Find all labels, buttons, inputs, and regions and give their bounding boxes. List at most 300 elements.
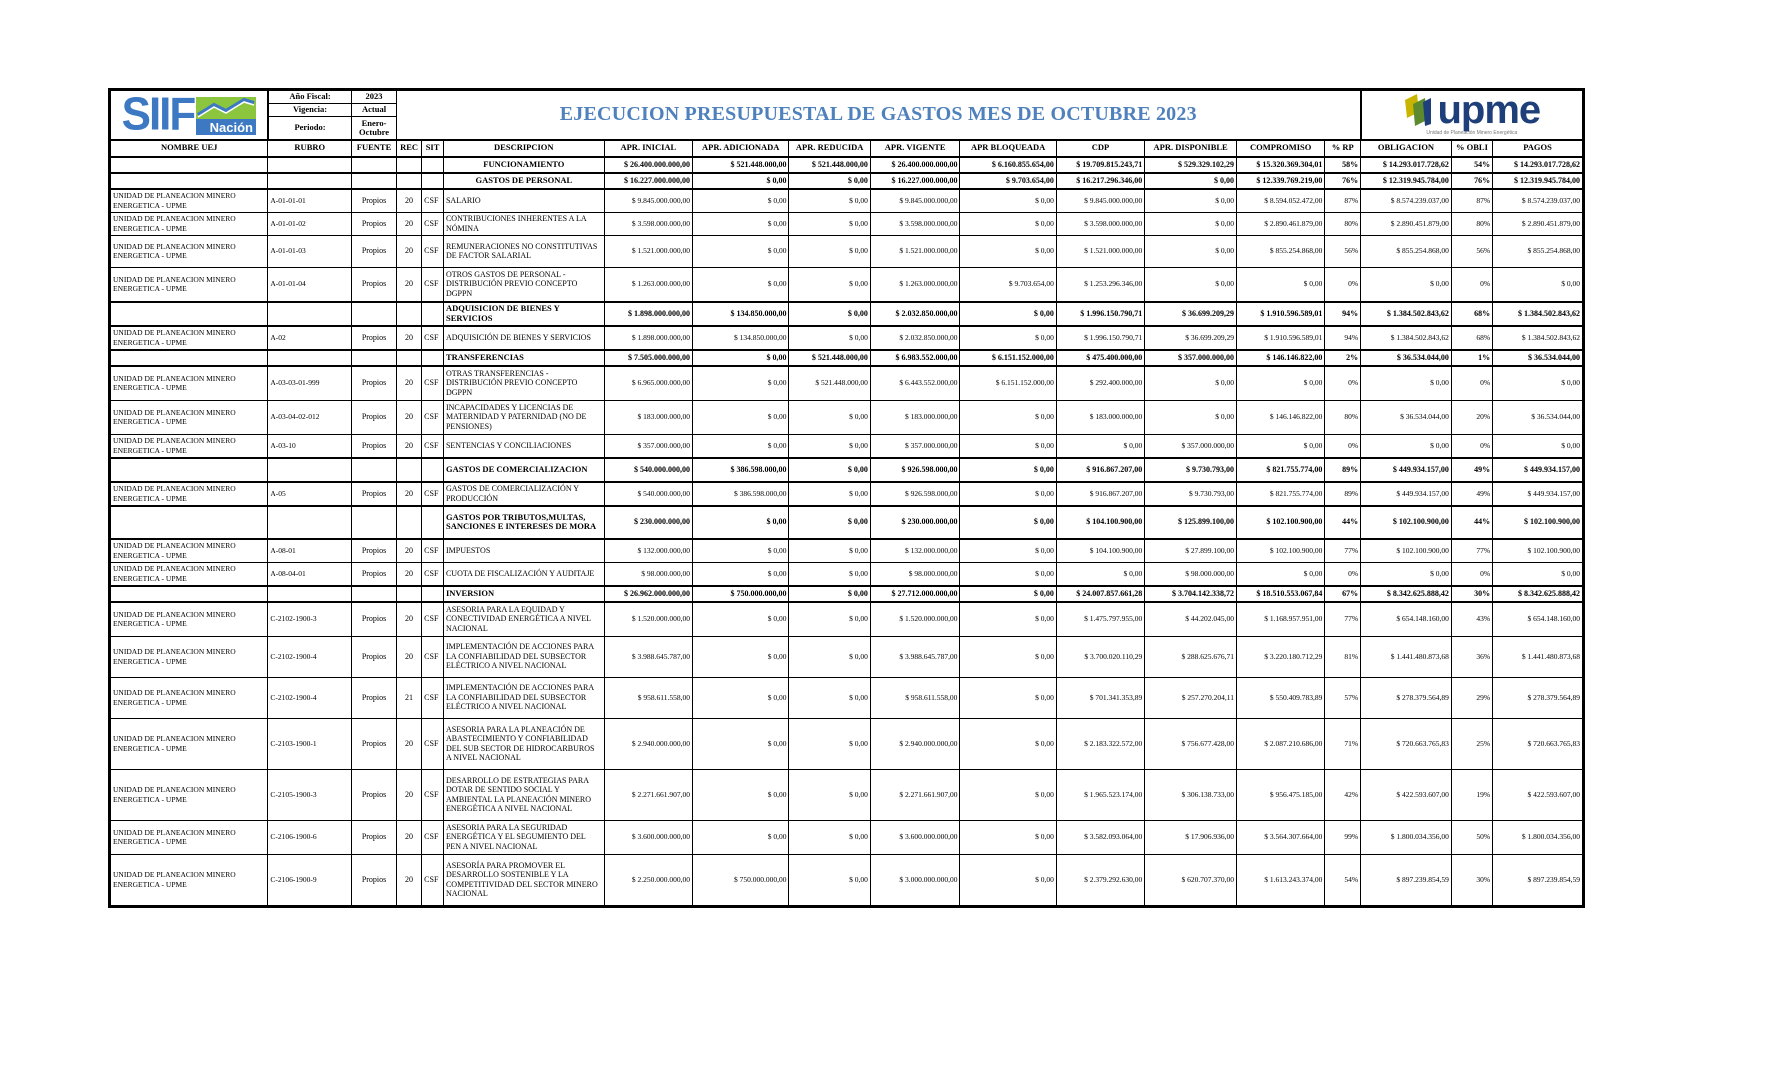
cell-apr-reducida: $ 0,00 xyxy=(789,854,870,906)
cell-pct-obli: 0% xyxy=(1451,267,1492,302)
cell-rubro: C-2106-1900-6 xyxy=(268,820,352,854)
cell-sit: CSF xyxy=(422,820,444,854)
cell-apr-bloqueada: $ 0,00 xyxy=(960,820,1056,854)
cell-cdp: $ 475.400.000,00 xyxy=(1056,350,1144,366)
cell-apr-adicionada: $ 0,00 xyxy=(693,718,789,769)
cell-descripcion: GASTOS DE COMERCIALIZACIÓN Y PRODUCCIÓN xyxy=(443,482,604,506)
cell-descripcion: SENTENCIAS Y CONCILIACIONES xyxy=(443,434,604,458)
cell-compromiso: $ 146.146.822,00 xyxy=(1237,350,1325,366)
cell-cdp: $ 1.253.296.346,00 xyxy=(1056,267,1144,302)
cell-apr-inicial: $ 3.598.000.000,00 xyxy=(604,212,692,235)
cell-fuente: Propios xyxy=(352,677,397,718)
cell-apr-bloqueada: $ 0,00 xyxy=(960,769,1056,820)
cell-pct-obli: 77% xyxy=(1451,539,1492,563)
cell-pct-rp: 56% xyxy=(1325,235,1361,267)
cell-obligacion: $ 278.379.564,89 xyxy=(1361,677,1452,718)
cell-pct-obli: 0% xyxy=(1451,366,1492,401)
cell-apr-inicial: $ 9.845.000.000,00 xyxy=(604,189,692,213)
cell-nombre-uej: UNIDAD DE PLANEACION MINERO ENERGETICA - UPME xyxy=(110,366,268,401)
cell-rec: 20 xyxy=(396,769,421,820)
cell-obligacion: $ 2.890.451.879,00 xyxy=(1361,212,1452,235)
cell-compromiso: $ 15.320.369.304,01 xyxy=(1237,157,1325,173)
cell-rubro xyxy=(268,157,352,173)
cell-apr-reducida: $ 0,00 xyxy=(789,212,870,235)
cell-apr-bloqueada: $ 0,00 xyxy=(960,434,1056,458)
cell-cdp: $ 3.582.093.064,00 xyxy=(1056,820,1144,854)
cell-apr-bloqueada: $ 0,00 xyxy=(960,189,1056,213)
cell-obligacion: $ 12.319.945.784,00 xyxy=(1361,173,1452,189)
cell-apr-inicial: $ 26.400.000.000,00 xyxy=(604,157,692,173)
cell-rubro: A-03-10 xyxy=(268,434,352,458)
cell-rec: 20 xyxy=(396,636,421,677)
cell-nombre-uej: UNIDAD DE PLANEACION MINERO ENERGETICA - UPME xyxy=(110,854,268,906)
cell-nombre-uej: UNIDAD DE PLANEACION MINERO ENERGETICA - UPME xyxy=(110,539,268,563)
cell-nombre-uej xyxy=(110,458,268,482)
subtotal-row xyxy=(110,586,1584,602)
cell-fuente: Propios xyxy=(352,434,397,458)
table-row xyxy=(110,267,1584,302)
cell-apr-vigente: $ 1.520.000.000,00 xyxy=(870,602,960,637)
table-row xyxy=(110,212,1584,235)
cell-descripcion: DESARROLLO DE ESTRATEGIAS PARA DOTAR DE SENTIDO SOCIAL Y AMBIENTAL LA PLANEACIÓN MINERO ENERGÉTICA A NIVEL NACIONAL xyxy=(443,769,604,820)
cell-pct-obli: 0% xyxy=(1451,434,1492,458)
subtotal-row xyxy=(110,302,1584,326)
cell-fuente: Propios xyxy=(352,820,397,854)
period-value: Enero-Octubre xyxy=(352,116,397,140)
cell-nombre-uej xyxy=(110,586,268,602)
cell-apr-inicial: $ 1.521.000.000,00 xyxy=(604,235,692,267)
cell-cdp: $ 916.867.207,00 xyxy=(1056,482,1144,506)
cell-apr-vigente: $ 26.400.000.000,00 xyxy=(870,157,960,173)
cell-apr-reducida: $ 0,00 xyxy=(789,718,870,769)
cell-apr-disponible: $ 529.329.102,29 xyxy=(1145,157,1237,173)
siif-logo-text: SIIF xyxy=(121,89,195,140)
cell-apr-disponible: $ 0,00 xyxy=(1145,235,1237,267)
cell-pagos: $ 1.800.034.356,00 xyxy=(1493,820,1584,854)
cell-apr-disponible: $ 0,00 xyxy=(1145,366,1237,401)
cell-nombre-uej: UNIDAD DE PLANEACION MINERO ENERGETICA - UPME xyxy=(110,189,268,213)
cell-apr-adicionada: $ 0,00 xyxy=(693,350,789,366)
cell-apr-adicionada: $ 0,00 xyxy=(693,820,789,854)
cell-compromiso: $ 2.087.210.686,00 xyxy=(1237,718,1325,769)
cell-fuente: Propios xyxy=(352,189,397,213)
cell-pct-rp: 2% xyxy=(1325,350,1361,366)
cell-sit: CSF xyxy=(422,366,444,401)
cell-pct-rp: 80% xyxy=(1325,400,1361,434)
cell-rec: 20 xyxy=(396,400,421,434)
cell-nombre-uej: UNIDAD DE PLANEACION MINERO ENERGETICA - UPME xyxy=(110,562,268,586)
cell-rec xyxy=(396,173,421,189)
cell-apr-adicionada: $ 0,00 xyxy=(693,562,789,586)
cell-pct-rp: 80% xyxy=(1325,212,1361,235)
cell-apr-disponible: $ 44.202.045,00 xyxy=(1145,602,1237,637)
cell-nombre-uej: UNIDAD DE PLANEACION MINERO ENERGETICA - UPME xyxy=(110,267,268,302)
cell-rubro: C-2102-1900-3 xyxy=(268,602,352,637)
column-header-apr-reducida: APR. REDUCIDA xyxy=(789,140,870,157)
upme-logo-sub: Unidad de Planeación Minero Energética xyxy=(1426,130,1518,136)
cell-apr-vigente: $ 3.600.000.000,00 xyxy=(870,820,960,854)
upme-logo xyxy=(1361,90,1584,140)
cell-apr-bloqueada: $ 6.160.855.654,00 xyxy=(960,157,1056,173)
cell-apr-vigente: $ 2.940.000.000,00 xyxy=(870,718,960,769)
cell-obligacion: $ 449.934.157,00 xyxy=(1361,482,1452,506)
cell-descripcion: IMPLEMENTACIÓN DE ACCIONES PARA LA CONFIABILIDAD DEL SUBSECTOR ELÉCTRICO A NIVEL NACIONAL xyxy=(443,636,604,677)
cell-rec: 20 xyxy=(396,482,421,506)
cell-apr-vigente: $ 2.032.850.000,00 xyxy=(870,302,960,326)
cell-apr-vigente: $ 27.712.000.000,00 xyxy=(870,586,960,602)
cell-sit: CSF xyxy=(422,636,444,677)
cell-rubro: A-01-01-01 xyxy=(268,189,352,213)
cell-descripcion: ASESORIA PARA LA PLANEACIÓN DE ABASTECIMIENTO Y CONFIABILIDAD DEL SUB SECTOR DE HIDROCARBUROS A NIVEL NACIONAL xyxy=(443,718,604,769)
cell-apr-disponible: $ 620.707.370,00 xyxy=(1145,854,1237,906)
cell-descripcion: FUNCIONAMIENTO xyxy=(443,157,604,173)
cell-fuente: Propios xyxy=(352,366,397,401)
cell-pct-rp: 54% xyxy=(1325,854,1361,906)
cell-apr-adicionada: $ 0,00 xyxy=(693,506,789,539)
cell-pagos: $ 449.934.157,00 xyxy=(1493,458,1584,482)
cell-rubro: C-2103-1900-1 xyxy=(268,718,352,769)
cell-rubro xyxy=(268,173,352,189)
cell-nombre-uej: UNIDAD DE PLANEACION MINERO ENERGETICA - UPME xyxy=(110,212,268,235)
cell-rubro: A-03-04-02-012 xyxy=(268,400,352,434)
cell-apr-adicionada: $ 0,00 xyxy=(693,366,789,401)
cell-nombre-uej xyxy=(110,173,268,189)
cell-compromiso: $ 3.220.180.712,29 xyxy=(1237,636,1325,677)
cell-apr-bloqueada: $ 0,00 xyxy=(960,400,1056,434)
cell-cdp: $ 1.521.000.000,00 xyxy=(1056,235,1144,267)
cell-sit xyxy=(422,173,444,189)
cell-descripcion: ADQUISICION DE BIENES Y SERVICIOS xyxy=(443,302,604,326)
upme-logo-text: upme xyxy=(1437,89,1541,132)
cell-apr-bloqueada: $ 0,00 xyxy=(960,586,1056,602)
cell-cdp: $ 1.965.523.174,00 xyxy=(1056,769,1144,820)
cell-cdp: $ 2.379.292.630,00 xyxy=(1056,854,1144,906)
cell-apr-inicial: $ 2.250.000.000,00 xyxy=(604,854,692,906)
cell-pct-rp: 87% xyxy=(1325,189,1361,213)
report-title: EJECUCION PRESUPUESTAL DE GASTOS MES DE OCTUBRE 2023 xyxy=(396,90,1360,140)
cell-rubro: A-08-01 xyxy=(268,539,352,563)
cell-pct-rp: 81% xyxy=(1325,636,1361,677)
cell-sit xyxy=(422,458,444,482)
cell-sit xyxy=(422,506,444,539)
cell-apr-reducida: $ 0,00 xyxy=(789,267,870,302)
cell-compromiso: $ 0,00 xyxy=(1237,434,1325,458)
cell-rec xyxy=(396,350,421,366)
cell-cdp: $ 104.100.900,00 xyxy=(1056,506,1144,539)
cell-rubro xyxy=(268,586,352,602)
cell-pct-rp: 77% xyxy=(1325,539,1361,563)
cell-nombre-uej: UNIDAD DE PLANEACION MINERO ENERGETICA - UPME xyxy=(110,636,268,677)
column-header-descripcion: DESCRIPCION xyxy=(443,140,604,157)
cell-compromiso: $ 3.564.307.664,00 xyxy=(1237,820,1325,854)
cell-rec xyxy=(396,458,421,482)
vigencia-label: Vigencia: xyxy=(268,103,352,116)
cell-obligacion: $ 8.342.625.888,42 xyxy=(1361,586,1452,602)
cell-compromiso: $ 1.910.596.589,01 xyxy=(1237,302,1325,326)
cell-apr-inicial: $ 1.898.000.000,00 xyxy=(604,302,692,326)
cell-apr-adicionada: $ 0,00 xyxy=(693,636,789,677)
cell-apr-adicionada: $ 750.000.000,00 xyxy=(693,854,789,906)
cell-apr-vigente: $ 6.443.552.000,00 xyxy=(870,366,960,401)
cell-pagos: $ 0,00 xyxy=(1493,366,1584,401)
cell-apr-inicial: $ 1.263.000.000,00 xyxy=(604,267,692,302)
cell-descripcion: ASESORÍA PARA PROMOVER EL DESARROLLO SOSTENIBLE Y LA COMPETITIVIDAD DEL SECTOR MINERO NACIONAL xyxy=(443,854,604,906)
cell-apr-disponible: $ 27.899.100,00 xyxy=(1145,539,1237,563)
cell-nombre-uej: UNIDAD DE PLANEACION MINERO ENERGETICA - UPME xyxy=(110,820,268,854)
cell-fuente: Propios xyxy=(352,562,397,586)
cell-apr-disponible: $ 9.730.793,00 xyxy=(1145,482,1237,506)
cell-sit: CSF xyxy=(422,854,444,906)
cell-obligacion: $ 0,00 xyxy=(1361,562,1452,586)
cell-pct-obli: 1% xyxy=(1451,350,1492,366)
cell-sit xyxy=(422,350,444,366)
cell-pct-obli: 80% xyxy=(1451,212,1492,235)
cell-sit xyxy=(422,302,444,326)
cell-apr-inicial: $ 540.000.000,00 xyxy=(604,458,692,482)
cell-cdp: $ 3.700.020.110,29 xyxy=(1056,636,1144,677)
cell-compromiso: $ 1.168.957.951,00 xyxy=(1237,602,1325,637)
cell-pagos: $ 1.384.502.843,62 xyxy=(1493,302,1584,326)
cell-pct-obli: 20% xyxy=(1451,400,1492,434)
cell-descripcion: OTRAS TRANSFERENCIAS - DISTRIBUCIÓN PREVIO CONCEPTO DGPPN xyxy=(443,366,604,401)
cell-rec: 21 xyxy=(396,677,421,718)
cell-sit: CSF xyxy=(422,400,444,434)
column-header-compromiso: COMPROMISO xyxy=(1237,140,1325,157)
cell-nombre-uej xyxy=(110,302,268,326)
cell-pct-obli: 25% xyxy=(1451,718,1492,769)
cell-sit: CSF xyxy=(422,539,444,563)
cell-pct-rp: 42% xyxy=(1325,769,1361,820)
cell-fuente: Propios xyxy=(352,854,397,906)
cell-apr-reducida: $ 0,00 xyxy=(789,562,870,586)
cell-pct-rp: 57% xyxy=(1325,677,1361,718)
cell-cdp: $ 1.996.150.790,71 xyxy=(1056,302,1144,326)
cell-apr-disponible: $ 36.699.209,29 xyxy=(1145,326,1237,350)
cell-compromiso: $ 0,00 xyxy=(1237,267,1325,302)
cell-apr-disponible: $ 9.730.793,00 xyxy=(1145,458,1237,482)
column-header-rec: REC xyxy=(396,140,421,157)
cell-apr-disponible: $ 0,00 xyxy=(1145,173,1237,189)
cell-pct-rp: 0% xyxy=(1325,366,1361,401)
cell-apr-inicial: $ 7.505.000.000,00 xyxy=(604,350,692,366)
cell-apr-vigente: $ 98.000.000,00 xyxy=(870,562,960,586)
cell-fuente xyxy=(352,458,397,482)
cell-apr-inicial: $ 6.965.000.000,00 xyxy=(604,366,692,401)
cell-compromiso: $ 855.254.868,00 xyxy=(1237,235,1325,267)
cell-obligacion: $ 0,00 xyxy=(1361,366,1452,401)
cell-apr-reducida: $ 0,00 xyxy=(789,506,870,539)
cell-compromiso: $ 550.409.783,89 xyxy=(1237,677,1325,718)
column-header-apr-bloqueada: APR BLOQUEADA xyxy=(960,140,1056,157)
cell-apr-vigente: $ 16.227.000.000,00 xyxy=(870,173,960,189)
cell-pct-obli: 49% xyxy=(1451,482,1492,506)
cell-pagos: $ 8.574.239.037,00 xyxy=(1493,189,1584,213)
cell-apr-reducida: $ 0,00 xyxy=(789,189,870,213)
cell-apr-inicial: $ 1.898.000.000,00 xyxy=(604,326,692,350)
siif-logo-sub: Nación xyxy=(209,119,254,135)
cell-nombre-uej: UNIDAD DE PLANEACION MINERO ENERGETICA - UPME xyxy=(110,482,268,506)
cell-rec xyxy=(396,506,421,539)
cell-pct-obli: 44% xyxy=(1451,506,1492,539)
cell-pct-rp: 94% xyxy=(1325,302,1361,326)
cell-apr-vigente: $ 3.988.645.787,00 xyxy=(870,636,960,677)
cell-sit: CSF xyxy=(422,602,444,637)
cell-pct-obli: 54% xyxy=(1451,157,1492,173)
cell-cdp: $ 0,00 xyxy=(1056,434,1144,458)
cell-rec: 20 xyxy=(396,434,421,458)
cell-fuente: Propios xyxy=(352,235,397,267)
column-header-row xyxy=(110,140,1584,157)
cell-pagos: $ 1.384.502.843,62 xyxy=(1493,326,1584,350)
cell-apr-inicial: $ 132.000.000,00 xyxy=(604,539,692,563)
cell-sit: CSF xyxy=(422,769,444,820)
table-row xyxy=(110,482,1584,506)
cell-fuente xyxy=(352,506,397,539)
cell-sit: CSF xyxy=(422,267,444,302)
cell-pct-obli: 0% xyxy=(1451,562,1492,586)
cell-apr-vigente: $ 926.598.000,00 xyxy=(870,482,960,506)
cell-apr-bloqueada: $ 9.703.654,00 xyxy=(960,173,1056,189)
cell-apr-adicionada: $ 750.000.000,00 xyxy=(693,586,789,602)
cell-compromiso: $ 102.100.900,00 xyxy=(1237,539,1325,563)
cell-apr-adicionada: $ 0,00 xyxy=(693,235,789,267)
cell-apr-vigente: $ 3.598.000.000,00 xyxy=(870,212,960,235)
cell-apr-reducida: $ 0,00 xyxy=(789,235,870,267)
cell-apr-inicial: $ 183.000.000,00 xyxy=(604,400,692,434)
cell-apr-adicionada: $ 0,00 xyxy=(693,539,789,563)
cell-pct-obli: 68% xyxy=(1451,326,1492,350)
cell-apr-bloqueada: $ 6.151.152.000,00 xyxy=(960,366,1056,401)
siif-chart-icon xyxy=(196,97,256,135)
cell-cdp: $ 9.845.000.000,00 xyxy=(1056,189,1144,213)
cell-sit: CSF xyxy=(422,235,444,267)
cell-apr-inicial: $ 540.000.000,00 xyxy=(604,482,692,506)
cell-rec: 20 xyxy=(396,267,421,302)
cell-obligacion: $ 1.441.480.873,68 xyxy=(1361,636,1452,677)
cell-cdp: $ 292.400.000,00 xyxy=(1056,366,1144,401)
table-row xyxy=(110,189,1584,213)
cell-apr-reducida: $ 0,00 xyxy=(789,769,870,820)
cell-pct-obli: 36% xyxy=(1451,636,1492,677)
cell-descripcion: IMPUESTOS xyxy=(443,539,604,563)
cell-rubro: C-2105-1900-3 xyxy=(268,769,352,820)
cell-sit: CSF xyxy=(422,718,444,769)
cell-nombre-uej: UNIDAD DE PLANEACION MINERO ENERGETICA - UPME xyxy=(110,326,268,350)
cell-rec: 20 xyxy=(396,366,421,401)
cell-compromiso: $ 102.100.900,00 xyxy=(1237,506,1325,539)
cell-pct-obli: 30% xyxy=(1451,854,1492,906)
cell-rec: 20 xyxy=(396,235,421,267)
cell-apr-reducida: $ 0,00 xyxy=(789,173,870,189)
cell-sit: CSF xyxy=(422,482,444,506)
cell-compromiso: $ 12.339.769.219,00 xyxy=(1237,173,1325,189)
cell-sit: CSF xyxy=(422,189,444,213)
cell-rubro: C-2102-1900-4 xyxy=(268,636,352,677)
cell-fuente xyxy=(352,302,397,326)
cell-pagos: $ 0,00 xyxy=(1493,267,1584,302)
cell-obligacion: $ 36.534.044,00 xyxy=(1361,350,1452,366)
cell-apr-reducida: $ 0,00 xyxy=(789,820,870,854)
cell-pct-rp: 99% xyxy=(1325,820,1361,854)
table-row xyxy=(110,326,1584,350)
cell-pct-rp: 0% xyxy=(1325,562,1361,586)
cell-pct-obli: 50% xyxy=(1451,820,1492,854)
cell-apr-reducida: $ 0,00 xyxy=(789,636,870,677)
cell-descripcion: INCAPACIDADES Y LICENCIAS DE MATERNIDAD Y PATERNIDAD (NO DE PENSIONES) xyxy=(443,400,604,434)
cell-apr-bloqueada: $ 0,00 xyxy=(960,718,1056,769)
cell-apr-bloqueada: $ 0,00 xyxy=(960,212,1056,235)
cell-apr-disponible: $ 306.138.733,00 xyxy=(1145,769,1237,820)
cell-sit xyxy=(422,157,444,173)
cell-rubro: C-2102-1900-4 xyxy=(268,677,352,718)
column-header-fuente: FUENTE xyxy=(352,140,397,157)
cell-apr-disponible: $ 0,00 xyxy=(1145,267,1237,302)
cell-rubro: A-08-04-01 xyxy=(268,562,352,586)
cell-fuente: Propios xyxy=(352,769,397,820)
cell-rec: 20 xyxy=(396,602,421,637)
table-row xyxy=(110,677,1584,718)
cell-pct-obli: 76% xyxy=(1451,173,1492,189)
cell-cdp: $ 0,00 xyxy=(1056,562,1144,586)
cell-pct-rp: 89% xyxy=(1325,458,1361,482)
cell-pagos: $ 422.593.607,00 xyxy=(1493,769,1584,820)
cell-apr-reducida: $ 0,00 xyxy=(789,602,870,637)
cell-rubro: A-01-01-03 xyxy=(268,235,352,267)
cell-apr-adicionada: $ 0,00 xyxy=(693,212,789,235)
cell-apr-disponible: $ 0,00 xyxy=(1145,189,1237,213)
cell-pct-rp: 77% xyxy=(1325,602,1361,637)
cell-apr-adicionada: $ 386.598.000,00 xyxy=(693,458,789,482)
cell-apr-vigente: $ 9.845.000.000,00 xyxy=(870,189,960,213)
cell-fuente: Propios xyxy=(352,636,397,677)
cell-pagos: $ 1.441.480.873,68 xyxy=(1493,636,1584,677)
cell-rubro xyxy=(268,302,352,326)
cell-apr-inicial: $ 2.940.000.000,00 xyxy=(604,718,692,769)
total-row xyxy=(110,157,1584,173)
cell-rec: 20 xyxy=(396,854,421,906)
cell-rec: 20 xyxy=(396,212,421,235)
cell-pagos: $ 654.148.160,00 xyxy=(1493,602,1584,637)
cell-pct-rp: 89% xyxy=(1325,482,1361,506)
cell-compromiso: $ 8.594.052.472,00 xyxy=(1237,189,1325,213)
cell-nombre-uej: UNIDAD DE PLANEACION MINERO ENERGETICA - UPME xyxy=(110,718,268,769)
cell-sit: CSF xyxy=(422,326,444,350)
cell-pct-obli: 29% xyxy=(1451,677,1492,718)
column-header-apr-adicionada: APR. ADICIONADA xyxy=(693,140,789,157)
cell-fuente xyxy=(352,157,397,173)
cell-fuente: Propios xyxy=(352,326,397,350)
cell-obligacion: $ 36.534.044,00 xyxy=(1361,400,1452,434)
cell-fuente: Propios xyxy=(352,718,397,769)
cell-descripcion: INVERSION xyxy=(443,586,604,602)
cell-apr-bloqueada: $ 0,00 xyxy=(960,326,1056,350)
cell-pct-obli: 87% xyxy=(1451,189,1492,213)
upme-leaf-icon xyxy=(1403,92,1433,128)
cell-apr-bloqueada: $ 0,00 xyxy=(960,482,1056,506)
cell-apr-inicial: $ 16.227.000.000,00 xyxy=(604,173,692,189)
cell-apr-reducida: $ 0,00 xyxy=(789,539,870,563)
cell-rubro: A-02 xyxy=(268,326,352,350)
cell-apr-adicionada: $ 521.448.000,00 xyxy=(693,157,789,173)
cell-nombre-uej: UNIDAD DE PLANEACION MINERO ENERGETICA - UPME xyxy=(110,677,268,718)
column-header-apr-inicial: APR. INICIAL xyxy=(604,140,692,157)
cell-nombre-uej: UNIDAD DE PLANEACION MINERO ENERGETICA - UPME xyxy=(110,235,268,267)
cell-apr-reducida: $ 521.448.000,00 xyxy=(789,366,870,401)
cell-pct-rp: 0% xyxy=(1325,434,1361,458)
budget-sheet xyxy=(108,88,1585,908)
cell-fuente: Propios xyxy=(352,602,397,637)
cell-apr-vigente: $ 3.000.000.000,00 xyxy=(870,854,960,906)
